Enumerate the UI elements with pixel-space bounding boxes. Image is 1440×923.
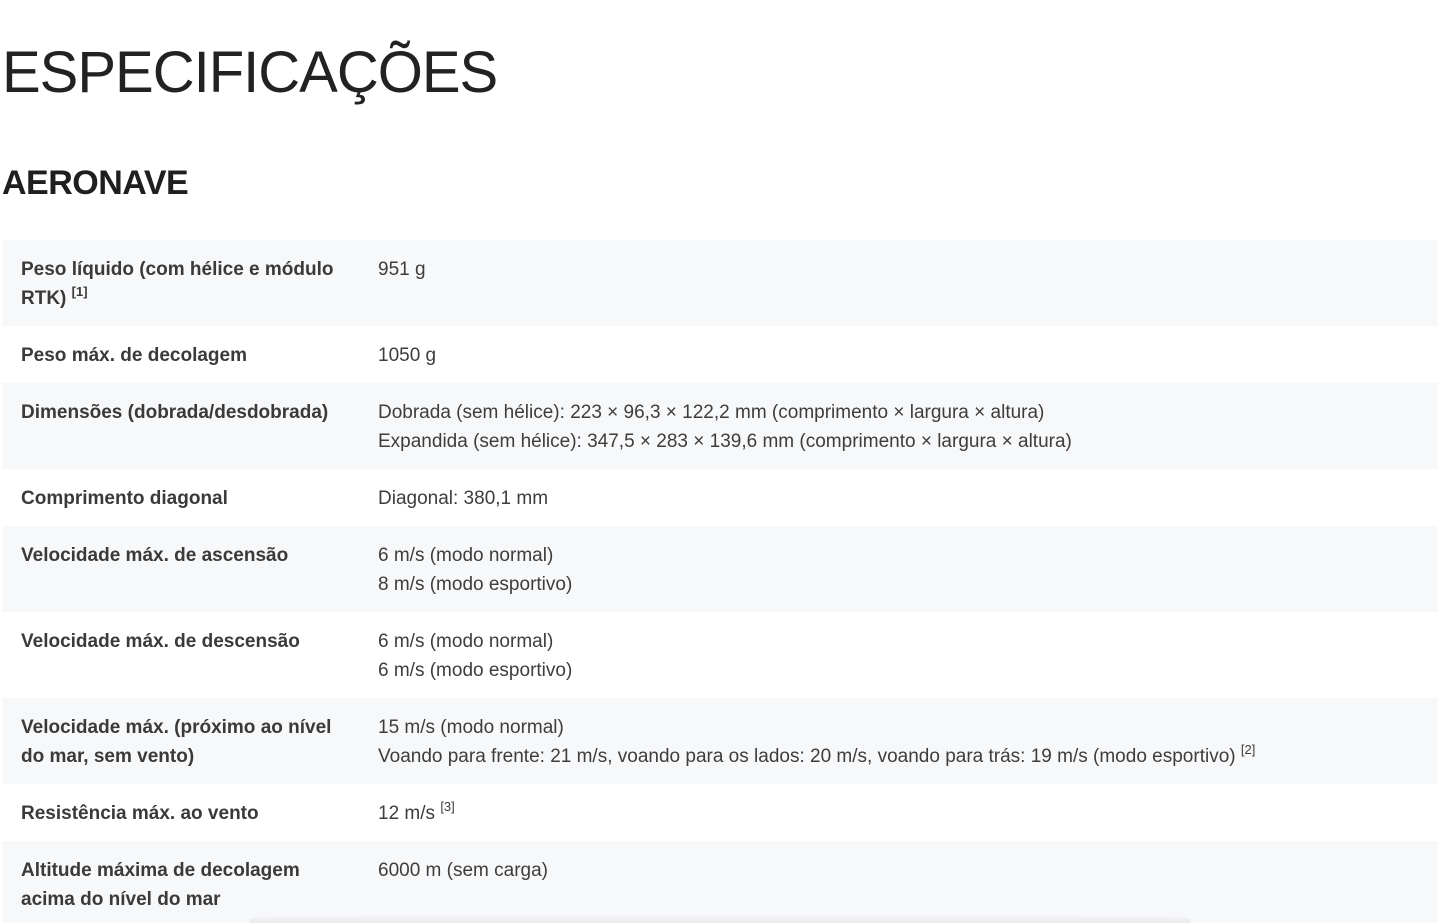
spec-label: Comprimento diagonal [21,488,228,509]
spec-value: 1050 g [378,345,437,366]
spec-value: 6 m/s (modo normal) 6 m/s (modo esportivo) [378,631,573,681]
spec-row [2,612,1438,698]
spec-row [2,326,1438,383]
spec-row [2,469,1438,526]
spec-label: Peso líquido (com hélice e módulo RTK) [1] [21,259,334,309]
spec-row [2,383,1438,469]
spec-label: Velocidade máx. (próximo ao nível do mar, sem vento) [21,717,332,767]
spec-label: Resistência máx. ao vento [21,803,259,824]
footnote-ref[interactable]: [1] [71,283,88,299]
spec-value: 12 m/s [3] [378,798,455,824]
section-title: AERONAVE [2,164,189,202]
spec-value: Dobrada (sem hélice): 223 × 96,3 × 122,2 mm (comprimento × largura × altura) Expandida (sem hélice): 347,5 × 283 × 139,6 mm (comprimento × largura × altura) [378,402,1072,452]
spec-label: Dimensões (dobrada/desdobrada) [21,402,329,423]
spec-label: Altitude máxima de decolagem acima do nível do mar [21,860,300,910]
spec-row [2,698,1438,784]
footnote-ref[interactable]: [3] [440,798,455,814]
page-title: ESPECIFICAÇÕES [2,40,498,105]
spec-label: Velocidade máx. de descensão [21,631,300,652]
spec-row [2,240,1438,326]
spec-row [2,784,1438,841]
spec-value: 6000 m (sem carga) [378,860,549,881]
spec-row [2,526,1438,612]
scroll-shadow [250,914,1190,923]
spec-table [2,240,1438,923]
spec-label: Peso máx. de decolagem [21,345,247,366]
spec-value: 951 g [378,259,426,280]
spec-value: Diagonal: 380,1 mm [378,488,549,509]
spec-value: 6 m/s (modo normal) 8 m/s (modo esportivo) [378,545,573,595]
spec-label: Velocidade máx. de ascensão [21,545,289,566]
spec-value: 15 m/s (modo normal) Voando para frente: 21 m/s, voando para os lados: 20 m/s, voando para trás: 19 m/s (modo esportivo) [2] [378,717,1256,767]
spec-row [2,841,1438,923]
footnote-ref[interactable]: [2] [1240,741,1256,757]
